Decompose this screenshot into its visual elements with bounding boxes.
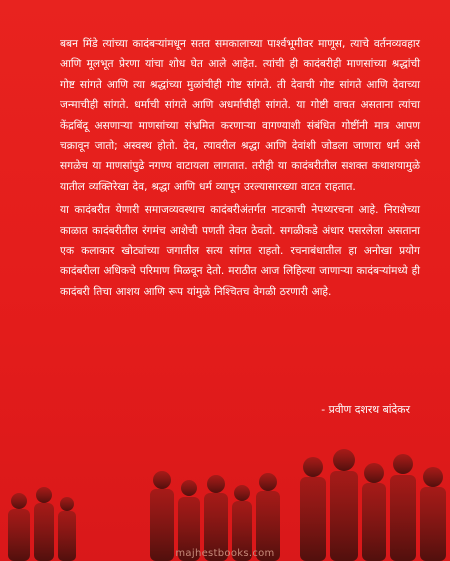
blurb-text [60, 34, 420, 302]
website-watermark: majhestbooks.com [175, 548, 275, 559]
blurb-paragraph-1: बबन मिंडे त्यांच्या कादंबऱ्यांमधून सतत समकालाच्या पार्श्वभूमीवर माणूस, त्याचे वर्तनव्यवहार आणि मूलभूत प्रेरणा यांचा शोध घेत आले आहेत. त्यांची ही कादंबरीही माणसांच्या श्रद्धांची गोष्ट सांगते आणि त्या श्रद्धांच्या मुळांचीही गोष्ट सांगते. ती देवाची गोष्ट सांगते आणि देवाच्या जन्माचीही सांगते. धर्माची सांगते आणि अधर्माचीही सांगते. या गोष्टी वाचत असताना त्यांचा केंद्रबिंदू असणाऱ्या माणसांच्या संभ्रमित करणाऱ्या वागण्याशी संबंधित गोष्टींनी मात्र आपण चक्रावून जातो; अस्वस्थ होतो. देव, त्यावरील श्रद्धा आणि देवांशी जोडला जाणारा धर्म असे सगळेच या माणसांपुढे नगण्य वाटायला लागतात. तरीही या कादंबरीतील सशक्त कथाशयामुळे यातील व्यक्तिरेखा देव, श्रद्धा आणि धर्म व्यापून उरल्यासारख्या वाटत राहतात. [60, 38, 420, 193]
author-credit: - प्रवीण दशरथ बांदेकर [321, 403, 410, 416]
blurb-paragraph-2: या कादंबरीत येणारी समाजव्यवस्थाच कादंबरीअंतर्गत नाटकाची नेपथ्यरचना आहे. निराशेच्या काळात कादंबरीतील रंगमंच आशेची पणती तेवत ठेवतो. सगळीकडे अंधार पसरलेला असताना एक कलाकार खोट्यांच्या जगातील सत्य सांगत राहतो. रचनाबंधातील हा अनोखा प्रयोग कादंबरीला अधिकचे परिमाण मिळवून देतो. मराठीत आज लिहिल्या जाणाऱ्या कादंबऱ्यांमध्ये ही कादंबरी तिचा आशय आणि रूप यांमुळे निश्चितच वेगळी ठरणारी आहे. [60, 204, 420, 298]
crowd-silhouette-illustration [0, 431, 450, 561]
